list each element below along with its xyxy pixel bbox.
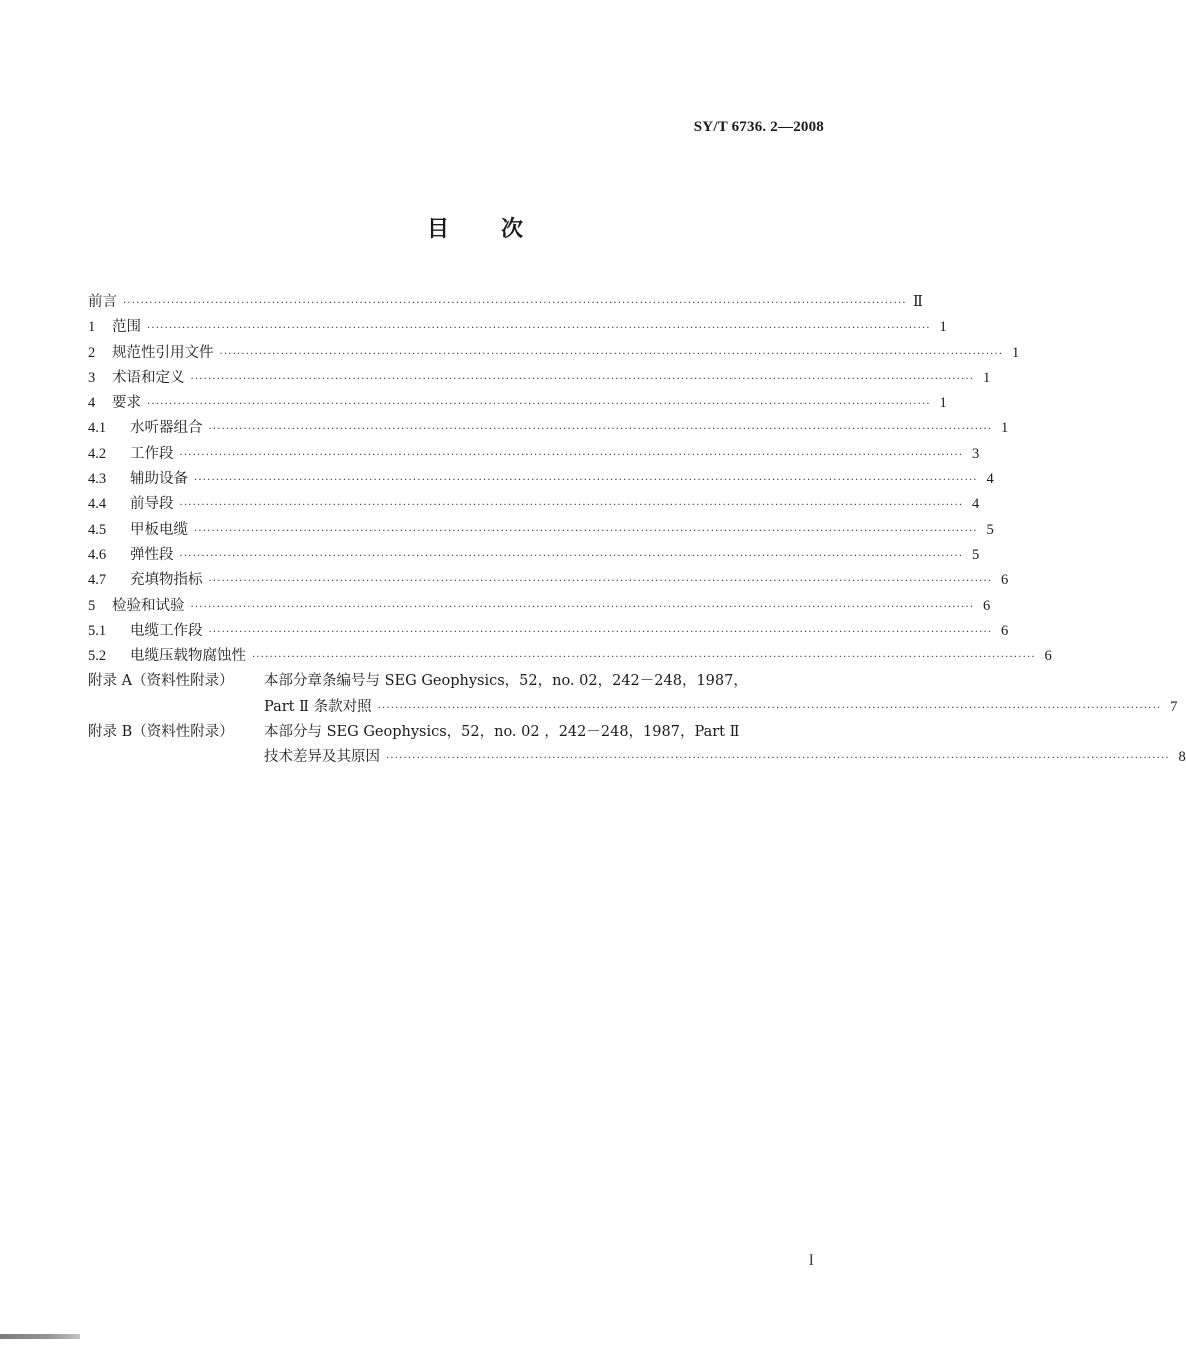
toc-page-number: Ⅱ	[912, 294, 923, 310]
toc-page-number: 6	[983, 597, 991, 614]
toc-entry[interactable]	[88, 644, 1052, 669]
toc-entry-number: 4.7	[88, 572, 107, 589]
standard-code: SY/T 6736. 2—2008	[693, 119, 824, 135]
toc-entry[interactable]	[88, 391, 947, 416]
appendix-title-line-2: 技术差异及其原因	[264, 749, 380, 766]
toc-page-number: 1	[1001, 420, 1009, 437]
toc-page-number: 6	[1001, 622, 1009, 639]
toc-entry-text: 术语和定义	[112, 369, 185, 386]
toc-entry-number: 5.1	[88, 622, 107, 639]
toc-entry-number: 5	[88, 597, 96, 614]
toc-entry-text: 弹性段	[130, 546, 174, 563]
scan-artifact	[0, 1334, 80, 1339]
toc-entry-number: 4.3	[88, 471, 107, 488]
toc-entry[interactable]	[88, 543, 980, 568]
toc-page-number: 4	[972, 496, 980, 513]
toc-entry[interactable]	[88, 619, 1009, 644]
toc-leader-dots	[209, 620, 993, 645]
appendix-title-line-1: 本部分与 SEG Geophysics，52，no. 02 ，242－248，1987，Part Ⅱ	[264, 724, 740, 741]
toc-leader-dots	[180, 443, 964, 468]
toc-entry-text: 辅助设备	[130, 471, 188, 488]
toc-entry[interactable]	[88, 594, 991, 619]
toc-entry-number: 1	[88, 319, 96, 336]
page-title	[0, 212, 950, 243]
toc-entry-text: 要求	[112, 395, 141, 412]
toc-leader-dots	[194, 519, 978, 544]
toc-entry-text: 甲板电缆	[130, 521, 188, 538]
toc-leader-dots	[180, 493, 964, 518]
appendix-title-line-1: 本部分章条编号与 SEG Geophysics，52，no. 02，242－248，1987，	[264, 673, 748, 690]
toc-leader-dots	[180, 544, 964, 569]
toc-leader-dots	[220, 342, 1004, 367]
appendix-label: 附录 B（资料性附录）	[88, 724, 234, 741]
toc-page-number: 5	[986, 521, 994, 538]
toc-entry-text: 检验和试验	[112, 597, 185, 614]
toc-entry[interactable]	[88, 315, 947, 340]
toc-entry-text: 电缆工作段	[130, 622, 203, 639]
toc-page-number: 7	[1170, 698, 1178, 715]
toc-entry-text: 范围	[112, 319, 141, 336]
title-char-2: 次	[501, 217, 524, 242]
toc-page-number: 4	[986, 471, 994, 488]
toc-entry[interactable]	[88, 467, 994, 492]
toc-entry[interactable]	[88, 341, 1020, 366]
toc-leader-dots	[252, 645, 1036, 670]
toc-leader-dots	[191, 367, 975, 392]
toc-entry-text: 前言	[88, 294, 117, 310]
toc-entry[interactable]	[88, 442, 980, 467]
table-of-contents	[88, 290, 1186, 771]
toc-entry-number: 4.5	[88, 521, 107, 538]
toc-entry-foreword[interactable]	[88, 290, 923, 315]
toc-leader-dots	[378, 696, 1162, 721]
toc-page-number: 1	[983, 369, 991, 386]
toc-entry[interactable]	[88, 366, 991, 391]
appendix-label: 附录 A（资料性附录）	[88, 673, 234, 690]
toc-entry-text: 工作段	[130, 445, 174, 462]
toc-page-number: 1	[1012, 344, 1020, 361]
toc-entry-number: 4.6	[88, 546, 107, 563]
toc-page-number: 8	[1178, 749, 1186, 766]
toc-page-number: 3	[972, 445, 980, 462]
toc-entry-number: 4	[88, 395, 96, 412]
toc-leader-dots	[194, 468, 978, 493]
toc-page-number: 5	[972, 546, 980, 563]
toc-entry-number: 2	[88, 344, 96, 361]
toc-entry-number: 4.4	[88, 496, 107, 513]
page-number: I	[808, 1252, 814, 1269]
toc-entry-number: 4.1	[88, 420, 107, 437]
toc-entry-text: 电缆压载物腐蚀性	[130, 648, 246, 665]
toc-leader-dots	[123, 291, 907, 316]
toc-appendix-b[interactable]	[88, 720, 1186, 771]
toc-entry-text: 规范性引用文件	[112, 344, 214, 361]
toc-page-number: 1	[939, 395, 947, 412]
toc-page-number: 6	[1044, 648, 1052, 665]
toc-leader-dots	[209, 569, 993, 594]
toc-entry[interactable]	[88, 492, 980, 517]
toc-appendix-a[interactable]	[88, 669, 1178, 720]
toc-leader-dots	[147, 392, 931, 417]
toc-entry-number: 4.2	[88, 445, 107, 462]
toc-leader-dots	[209, 417, 993, 442]
toc-entry-text: 水听器组合	[130, 420, 203, 437]
toc-page-number: 1	[939, 319, 947, 336]
toc-entry-number: 5.2	[88, 648, 107, 665]
toc-entry[interactable]	[88, 416, 1009, 441]
toc-entry-text: 前导段	[130, 496, 174, 513]
toc-leader-dots	[147, 316, 931, 341]
toc-entry-text: 充填物指标	[130, 572, 203, 589]
appendix-title-line-2: Part Ⅱ 条款对照	[264, 698, 372, 715]
toc-entry[interactable]	[88, 568, 1009, 593]
toc-leader-dots	[191, 595, 975, 620]
toc-page-number: 6	[1001, 572, 1009, 589]
toc-entry-number: 3	[88, 369, 96, 386]
toc-leader-dots	[386, 746, 1170, 771]
title-char-1: 目	[426, 217, 449, 242]
toc-entry[interactable]	[88, 518, 994, 543]
